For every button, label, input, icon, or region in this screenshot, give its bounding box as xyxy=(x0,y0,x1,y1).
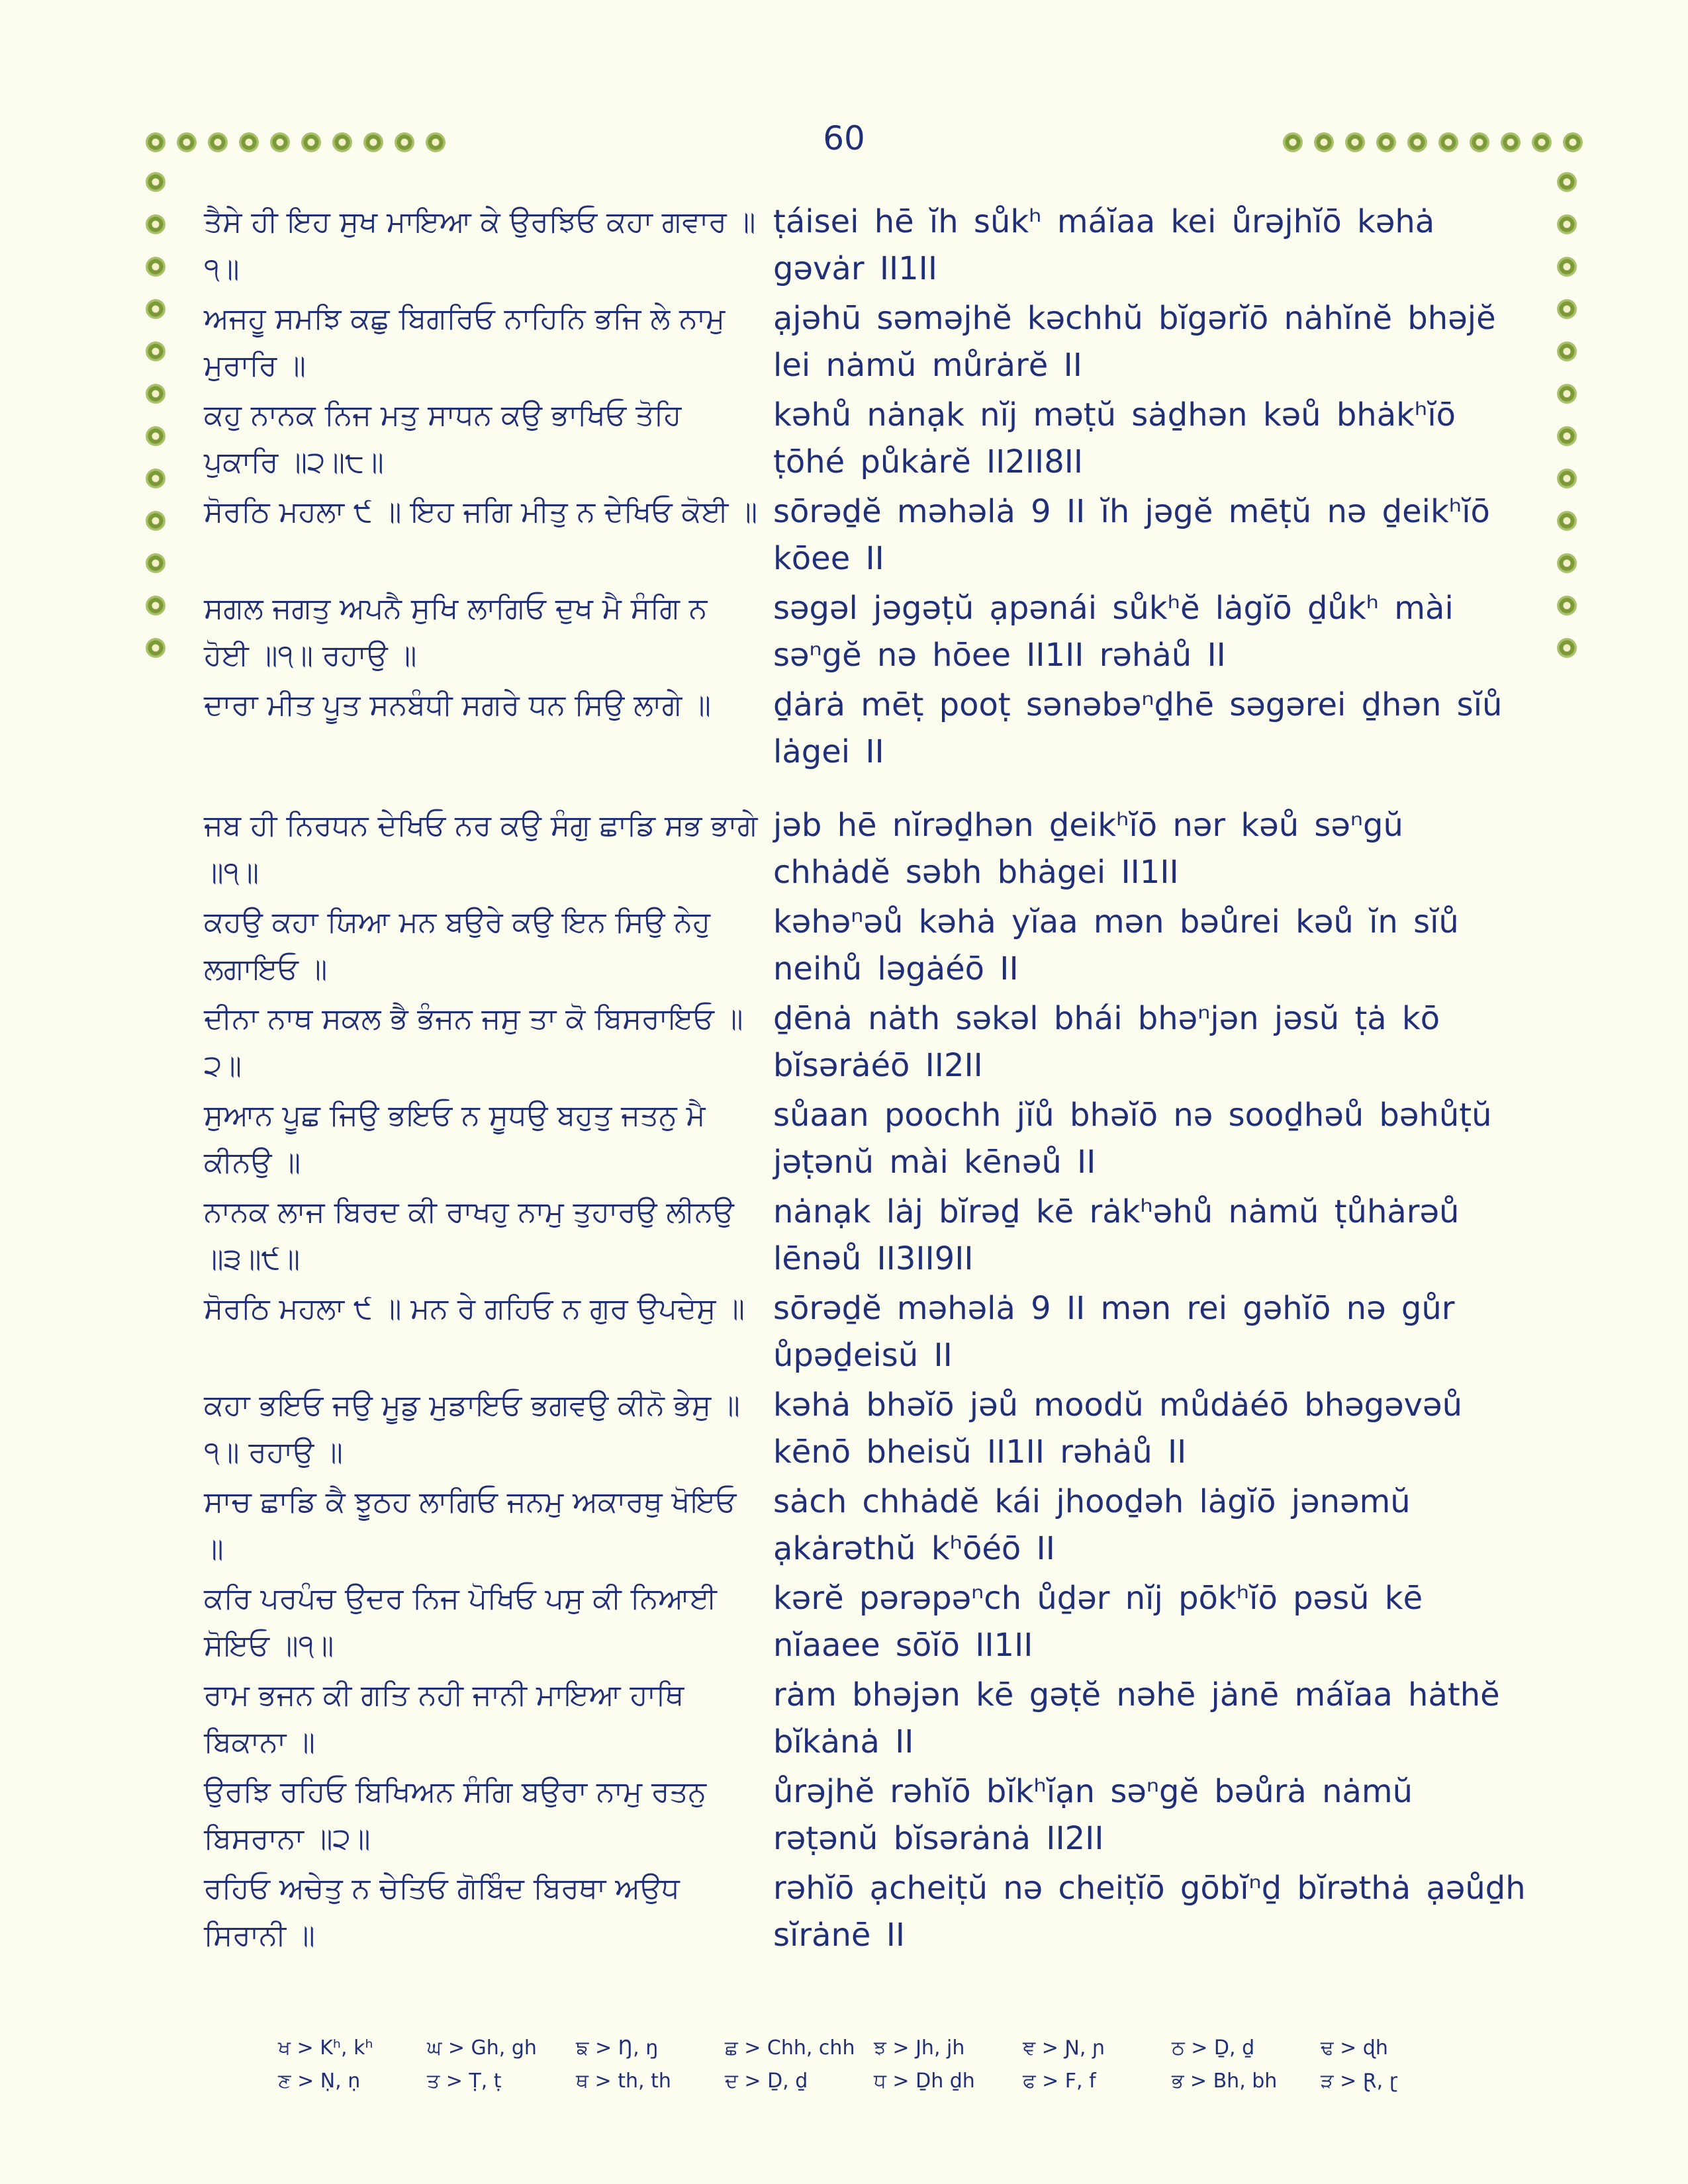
legend-row xyxy=(278,2065,1470,2098)
flower-ornament-icon xyxy=(1470,132,1489,152)
legend-item: ਫ > F, f xyxy=(1023,2070,1096,2093)
gurmukhi-text: ਉਰਝਿ ਰਹਿਓ ਬਿਖਿਅਨ ਸੰਗਿ ਬਉਰਾ ਨਾਮੁ ਰਤਨੁ ਬਿਸਰਾਨਾ ॥੨॥ xyxy=(204,1775,707,1856)
verse-row xyxy=(204,899,1528,993)
flower-ornament-icon xyxy=(239,132,259,152)
flower-ornament-icon xyxy=(332,132,352,152)
ornament-top-left xyxy=(146,132,457,152)
transliteration-text: ṭáisei hē ĭh sůkʰ máĭaa kei ůrəjhĭō kəhȧ gəvȧr II1II xyxy=(773,203,1435,287)
flower-ornament-icon xyxy=(1557,596,1577,615)
legend-item: ਘ > Gh, gh xyxy=(427,2036,537,2060)
verse-row xyxy=(204,1768,1528,1862)
flower-ornament-icon xyxy=(146,132,165,152)
flower-ornament-icon xyxy=(1557,511,1577,531)
transliteration-text: ůrəjhĕ rəhĭō bĭkʰĭạn səⁿgĕ bəůrȧ nȧmŭ rəṭənŭ bĭsərȧnȧ II2II xyxy=(773,1773,1413,1857)
gurmukhi-text: ਅਜਹੂ ਸਮਝਿ ਕਛੁ ਬਿਗਰਿਓ ਨਾਹਿਨਿ ਭਜਿ ਲੇ ਨਾਮੁ ਮੁਰਾਰਿ ॥ xyxy=(204,302,726,383)
transliteration-text: ḏȧrȧ mēṭ pooṭ sənəbəⁿḏhē səgərei ḏhən sĭů lȧgei II xyxy=(773,686,1503,770)
ornament-top-right xyxy=(1283,132,1594,152)
verse-row xyxy=(204,1865,1528,1959)
flower-ornament-icon xyxy=(1563,132,1583,152)
gurmukhi-text: ਸਾਚ ਛਾਡਿ ਕੈ ਝੂਠਹ ਲਾਗਿਓ ਜਨਮੁ ਅਕਾਰਥੁ ਖੋਇਓ ॥ xyxy=(204,1485,737,1566)
verse-row xyxy=(204,295,1528,389)
flower-ornament-icon xyxy=(1557,638,1577,658)
flower-ornament-icon xyxy=(270,132,290,152)
flower-ornament-icon xyxy=(1557,426,1577,446)
transliteration-text: sůaan poochh jĭů bhəĭō nə sooḏhəů bəhůṭŭ jəṭənŭ mài kēnəů II xyxy=(773,1097,1492,1181)
flower-ornament-icon xyxy=(146,214,165,234)
page-number: 60 xyxy=(823,119,865,158)
verse-row xyxy=(204,682,1528,776)
legend-item: ਛ > Chh, chh xyxy=(725,2036,855,2060)
ornament-left-column xyxy=(146,172,165,680)
legend-item: ਙ > Ŋ, ŋ xyxy=(576,2036,659,2060)
flower-ornament-icon xyxy=(146,553,165,573)
verse-row xyxy=(204,1285,1528,1379)
gurmukhi-text: ਸੋਰਠਿ ਮਹਲਾ ੯ ॥ ਮਨ ਰੇ ਗਹਿਓ ਨ ਗੁਰ ਉਪਦੇਸੁ ॥ xyxy=(204,1292,745,1326)
legend-row xyxy=(278,2032,1470,2065)
legend-item: ਠ > Ḏ, ḏ xyxy=(1172,2036,1255,2060)
transliteration-text: rȧm bhəjən kē gəṭĕ nəhē jȧnē máĭaa hȧthĕ bĭkȧnȧ II xyxy=(773,1676,1500,1760)
flower-ornament-icon xyxy=(146,172,165,192)
transliteration-text: ạjəhū səməjhĕ kəchhŭ bĭgərĭō nȧhĭnĕ bhəjĕ lei nȧmŭ můrȧrĕ II xyxy=(773,300,1496,384)
flower-ornament-icon xyxy=(1532,132,1552,152)
legend-item: ਖ > Kʰ, kʰ xyxy=(278,2036,373,2060)
verse-row xyxy=(204,1672,1528,1766)
transliteration-text: sȧch chhȧdĕ kái jhooḏəh lȧgĭō jənəmŭ ạkȧrəthŭ kʰōéō II xyxy=(773,1483,1411,1567)
gurmukhi-text: ਕਹੁ ਨਾਨਕ ਨਿਜ ਮਤੁ ਸਾਧਨ ਕਉ ਭਾਖਿਓ ਤੋਹਿ ਪੁਕਾਰਿ ॥੨॥੮॥ xyxy=(204,398,682,479)
flower-ornament-icon xyxy=(1557,172,1577,192)
verse-row xyxy=(204,488,1528,582)
gurmukhi-text: ਜਬ ਹੀ ਨਿਰਧਨ ਦੇਖਿਓ ਨਰ ਕਉ ਸੰਗੁ ਛਾਡਿ ਸਭ ਭਾਗੇ ॥੧॥ xyxy=(204,809,758,889)
transliteration-text: kəhů nȧnạk nĭj məṭŭ sȧḏhən kəů bhȧkʰĭō ṭōhé půkȧrĕ II2II8II xyxy=(773,396,1456,480)
legend-item: ਝ > Jh, jh xyxy=(874,2036,965,2060)
flower-ornament-icon xyxy=(363,132,383,152)
verse-row xyxy=(204,1382,1528,1476)
legend-item: ਥ > th, th xyxy=(576,2070,671,2093)
verse-row xyxy=(204,1479,1528,1572)
transliteration-text: ḏēnȧ nȧth səkəl bhái bhəⁿjən jəsŭ ṭȧ kō bĭsərȧéō II2II xyxy=(773,1000,1440,1084)
verse-row xyxy=(204,995,1528,1089)
legend-item: ਦ > Ḏ, ḏ xyxy=(725,2070,808,2093)
flower-ornament-icon xyxy=(1345,132,1365,152)
transliteration-text: sōrəḏĕ məhəlȧ 9 II ĭh jəgĕ mēṭŭ nə ḏeikʰĭō kōee II xyxy=(773,493,1490,577)
gurmukhi-text: ਕਰਿ ਪਰਪੰਚ ਉਦਰ ਨਿਜ ਪੋਖਿਓ ਪਸੁ ਕੀ ਨਿਆਈ ਸੋਇਓ ॥੧॥ xyxy=(204,1582,717,1662)
flower-ornament-icon xyxy=(146,596,165,615)
transliteration-text: səgəl jəgəṭŭ ạpənái sůkʰĕ lȧgĭō ḏůkʰ mài səⁿgĕ nə hōee II1II rəhȧů II xyxy=(773,590,1454,674)
legend-item: ਤ > Ṭ, ṭ xyxy=(427,2070,502,2093)
flower-ornament-icon xyxy=(301,132,321,152)
flower-ornament-icon xyxy=(1557,384,1577,404)
flower-ornament-icon xyxy=(1376,132,1396,152)
flower-ornament-icon xyxy=(146,426,165,446)
verse-row xyxy=(204,802,1528,896)
transliteration-text: jəb hē nĭrəḏhən ḏeikʰĭō nər kəů səⁿgŭ chhȧdĕ səbh bhȧgei II1II xyxy=(773,807,1403,891)
gurmukhi-text: ਸੁਆਨ ਪੂਛ ਜਿਉ ਭਇਓ ਨ ਸੂਧਉ ਬਹੁਤੁ ਜਤਨੁ ਮੈ ਕੀਨਉ ॥ xyxy=(204,1099,706,1179)
flower-ornament-icon xyxy=(146,638,165,658)
flower-ornament-icon xyxy=(1557,257,1577,277)
flower-ornament-icon xyxy=(208,132,228,152)
verse-row xyxy=(204,1189,1528,1283)
legend-item: ੜ > Ɽ, ɽ xyxy=(1321,2070,1398,2093)
flower-ornament-icon xyxy=(1557,299,1577,319)
gurmukhi-text: ਰਹਿਓ ਅਚੇਤੁ ਨ ਚੇਤਿਓ ਗੋਬਿੰਦ ਬਿਰਥਾ ਅਉਧ ਸਿਰਾਨੀ ॥ xyxy=(204,1872,680,1952)
legend-item: ਢ > ɖh xyxy=(1321,2036,1388,2060)
flower-ornament-icon xyxy=(146,257,165,277)
transliteration-text: nȧnạk lȧj bĭrəḏ kē rȧkʰəhů nȧmŭ ṭůhȧrəů lēnəů II3II9II xyxy=(773,1193,1460,1277)
flower-ornament-icon xyxy=(146,384,165,404)
gurmukhi-text: ਸਗਲ ਜਗਤੁ ਅਪਨੈ ਸੁਖਿ ਲਾਗਿਓ ਦੁਖ ਮੈ ਸੰਗਿ ਨ ਹੋਈ ॥੧॥ ਰਹਾਉ ॥ xyxy=(204,592,708,672)
flower-ornament-icon xyxy=(426,132,445,152)
flower-ornament-icon xyxy=(177,132,197,152)
gurmukhi-text: ਦਾਰਾ ਮੀਤ ਪੂਤ ਸਨਬੰਧੀ ਸਗਰੇ ਧਨ ਸਿਉ ਲਾਗੇ ॥ xyxy=(204,688,711,722)
flower-ornament-icon xyxy=(146,299,165,319)
transliteration-legend xyxy=(278,2032,1470,2098)
flower-ornament-icon xyxy=(395,132,414,152)
flower-ornament-icon xyxy=(1283,132,1303,152)
gurmukhi-text: ਕਹਾ ਭਇਓ ਜਉ ਮੂਡੁ ਮੁਡਾਇਓ ਭਗਵਉ ਕੀਨੋ ਭੇਸੁ ॥੧॥ ਰਹਾਉ ॥ xyxy=(204,1388,740,1469)
gurmukhi-text: ਰਾਮ ਭਜਨ ਕੀ ਗਤਿ ਨਹੀ ਜਾਨੀ ਮਾਇਆ ਹਾਥਿ ਬਿਕਾਨਾ ॥ xyxy=(204,1678,684,1759)
transliteration-text: rəhĭō ạcheiṭŭ nə cheiṭĭō gōbĭⁿḏ bĭrəthȧ ạəůḏh sĭrȧnē II xyxy=(773,1870,1526,1954)
transliteration-text: kəhəⁿəů kəhȧ yĭaa mən bəůrei kəů ĭn sĭů neihů ləgȧéō II xyxy=(773,903,1459,987)
flower-ornament-icon xyxy=(146,511,165,531)
flower-ornament-icon xyxy=(1314,132,1334,152)
flower-ornament-icon xyxy=(1438,132,1458,152)
flower-ornament-icon xyxy=(1557,341,1577,361)
gurmukhi-text: ਦੀਨਾ ਨਾਥ ਸਕਲ ਭੈ ਭੰਜਨ ਜਸੁ ਤਾ ਕੋ ਬਿਸਰਾਇਓ ॥੨॥ xyxy=(204,1002,743,1083)
flower-ornament-icon xyxy=(1557,214,1577,234)
legend-item: ਣ > Ṇ, ṇ xyxy=(278,2070,361,2093)
gurmukhi-text: ਤੈਸੇ ਹੀ ਇਹ ਸੁਖ ਮਾਇਆ ਕੇ ਉਰਝਿਓ ਕਹਾ ਗਵਾਰ ॥੧॥ xyxy=(204,205,756,286)
verse-row xyxy=(204,1575,1528,1669)
gurmukhi-text: ਸੋਰਠਿ ਮਹਲਾ ੯ ॥ ਇਹ ਜਗਿ ਮੀਤੁ ਨ ਦੇਖਿਓ ਕੋਈ ॥ xyxy=(204,495,758,529)
flower-ornament-icon xyxy=(1557,553,1577,573)
flower-ornament-icon xyxy=(146,341,165,361)
flower-ornament-icon xyxy=(146,469,165,488)
flower-ornament-icon xyxy=(1557,469,1577,488)
verse-row xyxy=(204,392,1528,486)
verse-list xyxy=(204,199,1528,1962)
transliteration-text: kərĕ pərəpəⁿch ůḏər nĭj pōkʰĭō pəsŭ kē nĭaaee sōĭō II1II xyxy=(773,1580,1423,1664)
legend-item: ਞ > Ɲ, ɲ xyxy=(1023,2036,1105,2060)
verse-row xyxy=(204,199,1528,293)
transliteration-text: sōrəḏĕ məhəlȧ 9 II mən rei gəhĭō nə gůr ůpəḏeisŭ II xyxy=(773,1290,1455,1374)
legend-item: ਧ > Ḏh ḏh xyxy=(874,2070,975,2093)
verse-row xyxy=(204,585,1528,679)
gurmukhi-text: ਕਹਉ ਕਹਾ ਯਿਆ ਮਨ ਬਉਰੇ ਕਉ ਇਨ ਸਿਉ ਨੇਹੁ ਲਗਾਇਓ ॥ xyxy=(204,905,711,986)
flower-ornament-icon xyxy=(1501,132,1521,152)
gurmukhi-text: ਨਾਨਕ ਲਾਜ ਬਿਰਦ ਕੀ ਰਾਖਹੁ ਨਾਮੁ ਤੁਹਾਰਉ ਲੀਨਉ ॥੩॥੯॥ xyxy=(204,1195,734,1276)
flower-ornament-icon xyxy=(1407,132,1427,152)
verse-row xyxy=(204,1092,1528,1186)
transliteration-text: kəhȧ bhəĭō jəů moodŭ můdȧéō bhəgəvəů kēnō bheisŭ II1II rəhȧů II xyxy=(773,1387,1462,1471)
legend-item: ਭ > Bh, bh xyxy=(1172,2070,1278,2093)
ornament-right-column xyxy=(1557,172,1577,680)
